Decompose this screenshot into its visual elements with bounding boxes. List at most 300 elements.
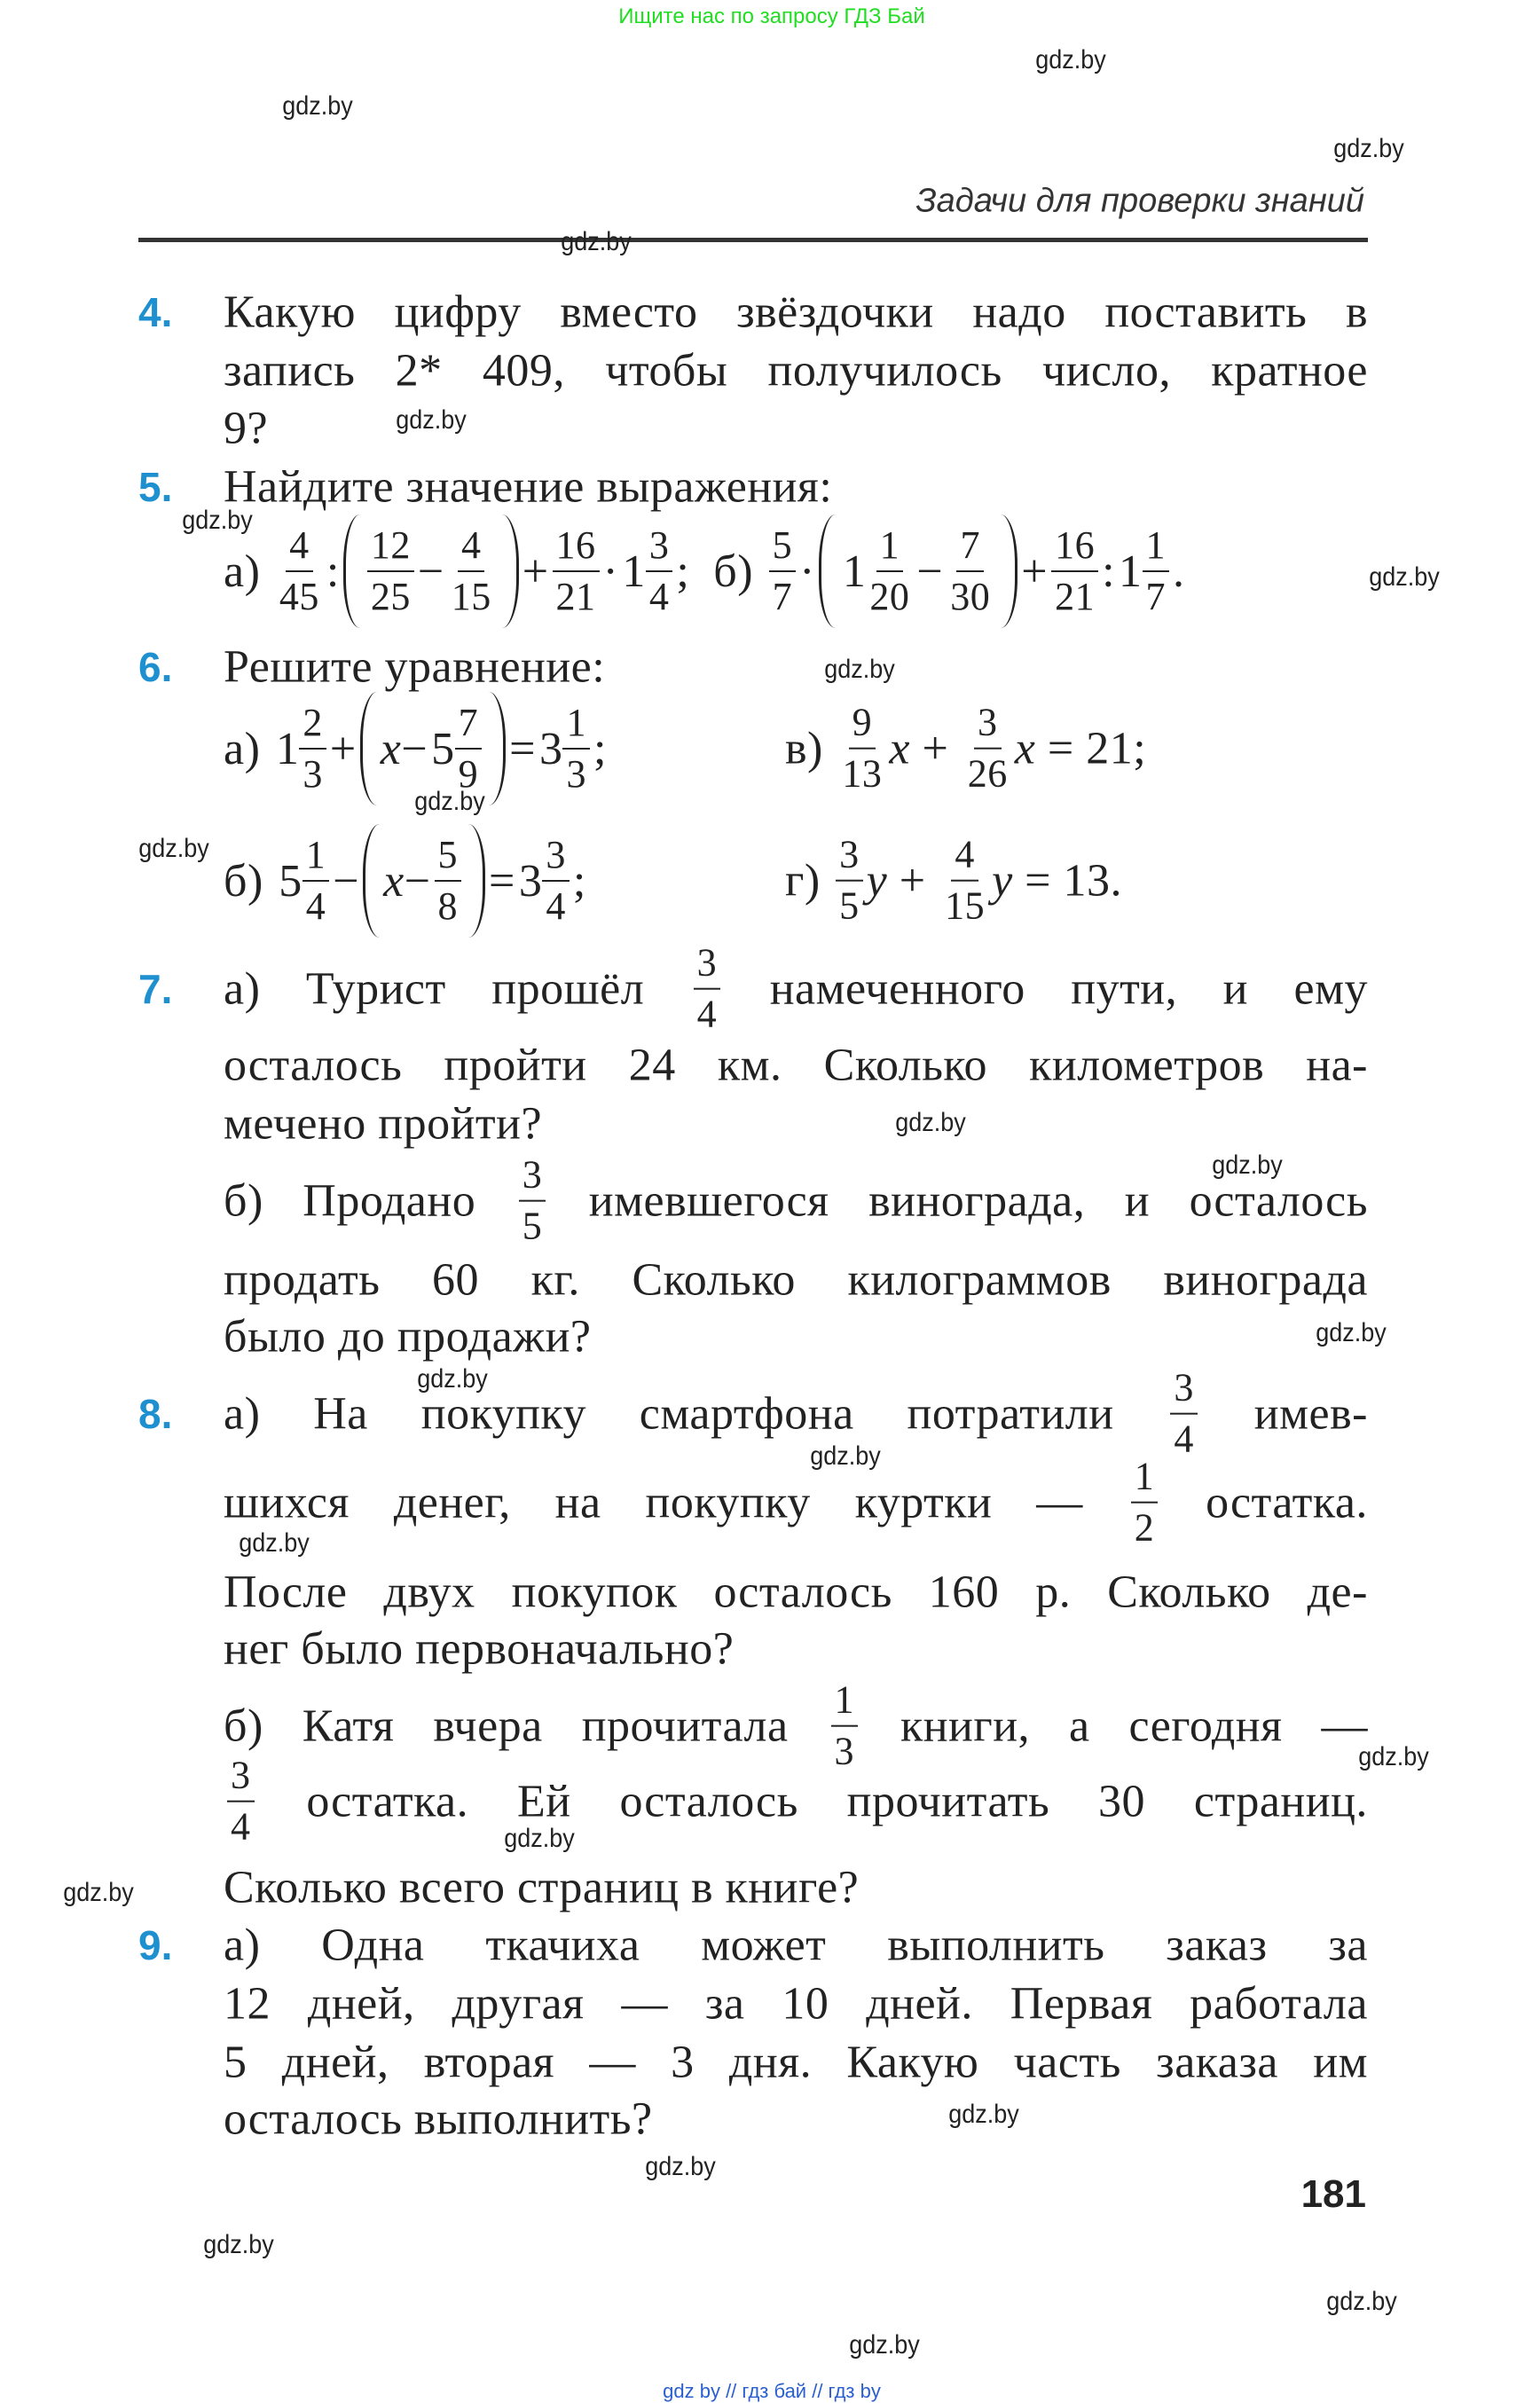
word: а) bbox=[224, 963, 261, 1015]
fraction-numerator: 2 bbox=[299, 698, 326, 750]
fraction bbox=[448, 521, 495, 623]
word: 160 bbox=[928, 1567, 1000, 1618]
fraction-body bbox=[299, 698, 326, 800]
word: другая bbox=[452, 1978, 585, 2030]
word: прочитать bbox=[846, 1776, 1050, 1827]
word: за bbox=[704, 1978, 745, 2030]
fraction-numerator: 3 bbox=[694, 938, 721, 990]
word: звёздочки bbox=[736, 287, 934, 338]
fraction bbox=[1051, 521, 1098, 623]
watermark-text: gdz.by bbox=[203, 2230, 274, 2259]
text: + bbox=[887, 855, 939, 907]
right-paren bbox=[502, 514, 519, 628]
watermark-text: gdz.by bbox=[1326, 2287, 1397, 2316]
fraction bbox=[836, 830, 863, 932]
fraction-body bbox=[1143, 521, 1170, 623]
word: 5 bbox=[224, 2037, 248, 2088]
word: получилось bbox=[767, 345, 1002, 397]
fraction-denominator: 9 bbox=[458, 752, 479, 796]
fraction-body bbox=[276, 521, 323, 623]
fraction-body bbox=[1131, 1452, 1159, 1554]
text: а) bbox=[224, 546, 272, 597]
word: б) bbox=[224, 1175, 263, 1227]
word: прочитала bbox=[581, 1700, 789, 1752]
word: Ей bbox=[517, 1776, 571, 1827]
word: 3 bbox=[671, 2037, 695, 2088]
problem-line bbox=[224, 403, 268, 455]
word: километров bbox=[1029, 1040, 1265, 1091]
word: остатка. bbox=[1206, 1477, 1368, 1528]
word: заказ bbox=[1166, 1920, 1268, 1971]
fraction-denominator: 5 bbox=[522, 1205, 543, 1248]
problem-line bbox=[224, 1098, 542, 1150]
problem-line bbox=[224, 1452, 1368, 1554]
problem-line bbox=[224, 287, 1368, 339]
watermark-text: gdz.by bbox=[182, 506, 253, 535]
word: шихся bbox=[224, 1477, 350, 1528]
text: а) bbox=[224, 723, 272, 774]
watermark-text: gdz.by bbox=[282, 91, 353, 121]
fraction-numerator: 3 bbox=[1170, 1363, 1198, 1415]
word: и bbox=[1222, 963, 1248, 1015]
text: б) bbox=[224, 855, 276, 907]
word: имев- bbox=[1253, 1388, 1368, 1440]
fraction bbox=[843, 521, 914, 623]
problem-number: 5. bbox=[138, 464, 173, 510]
word: пройти bbox=[444, 1040, 587, 1091]
fraction bbox=[947, 521, 994, 623]
left-paren bbox=[360, 692, 377, 805]
text: + bbox=[522, 546, 549, 597]
text: мечено пройти? bbox=[224, 1098, 543, 1150]
right-paren bbox=[468, 824, 485, 938]
word: сегодня bbox=[1128, 1700, 1283, 1752]
right-paren bbox=[1001, 514, 1018, 628]
word: дней, bbox=[307, 1978, 415, 2030]
word: винограда, bbox=[868, 1175, 1086, 1227]
fraction bbox=[276, 521, 323, 623]
fraction-numerator: 3 bbox=[974, 698, 1002, 750]
problem-line bbox=[224, 1920, 1368, 1972]
word: Продано bbox=[302, 1175, 476, 1227]
word: покупку bbox=[420, 1388, 586, 1440]
watermark-text: gdz.by bbox=[63, 1878, 134, 1907]
word: — bbox=[621, 1978, 668, 2030]
problem-line bbox=[224, 824, 586, 938]
word: куртки bbox=[854, 1477, 993, 1528]
fraction-whole: 1 bbox=[275, 723, 300, 774]
watermark-text: gdz.by bbox=[561, 227, 632, 256]
fraction-numerator: 9 bbox=[849, 698, 876, 750]
problem-number: 9. bbox=[138, 1922, 173, 1968]
left-paren bbox=[363, 824, 380, 938]
text: + bbox=[329, 723, 357, 774]
word: вместо bbox=[560, 287, 698, 338]
word: Турист bbox=[305, 963, 446, 1015]
fraction bbox=[539, 698, 590, 800]
word: вчера bbox=[433, 1700, 543, 1752]
fraction bbox=[941, 830, 988, 932]
fraction-whole: 5 bbox=[279, 855, 302, 907]
fraction-denominator: 45 bbox=[279, 575, 319, 618]
text: = bbox=[489, 855, 515, 907]
fraction-denominator: 3 bbox=[834, 1730, 855, 1773]
problem-line bbox=[224, 938, 1368, 1041]
fraction-denominator: 5 bbox=[839, 884, 860, 928]
variable: x bbox=[889, 723, 910, 774]
text: − bbox=[404, 855, 431, 907]
fraction-numerator: 1 bbox=[562, 698, 590, 750]
fraction bbox=[838, 698, 885, 800]
fraction-numerator: 7 bbox=[956, 521, 984, 572]
watermark-text: gdz.by bbox=[396, 405, 467, 435]
text: нег было первоначально? bbox=[224, 1623, 735, 1675]
text: осталось выполнить? bbox=[224, 2093, 653, 2145]
problem-line bbox=[224, 1363, 1368, 1465]
text: = 21; bbox=[1035, 723, 1147, 774]
fraction-body bbox=[227, 1751, 255, 1853]
word: — bbox=[1321, 1700, 1368, 1752]
text: : bbox=[326, 546, 340, 597]
word: р. bbox=[1035, 1567, 1072, 1618]
word: число, bbox=[1041, 345, 1171, 397]
word: дня. bbox=[728, 2037, 813, 2088]
fraction-numerator: 3 bbox=[542, 830, 570, 882]
problem-line bbox=[785, 698, 1146, 800]
fraction-denominator: 13 bbox=[842, 752, 883, 796]
problem-number: 6. bbox=[138, 644, 173, 690]
word: покупку bbox=[645, 1477, 811, 1528]
watermark-text: gdz.by bbox=[895, 1108, 966, 1137]
variable: y bbox=[992, 855, 1013, 907]
fraction-denominator: 15 bbox=[451, 575, 491, 618]
fraction-body bbox=[448, 521, 495, 623]
text: + bbox=[1021, 546, 1049, 597]
header-rule bbox=[138, 238, 1368, 242]
text: − bbox=[417, 546, 444, 597]
word: Какую bbox=[846, 2037, 979, 2088]
word: — bbox=[1036, 1477, 1083, 1528]
fraction-body bbox=[964, 698, 1011, 800]
problem-line bbox=[224, 1978, 1368, 2030]
watermark-text: gdz.by bbox=[948, 2100, 1019, 2129]
fraction-numerator: 3 bbox=[646, 521, 673, 572]
word: на- bbox=[1306, 1040, 1368, 1091]
text: Сколько всего страниц в книге? bbox=[224, 1862, 860, 1913]
left-paren bbox=[819, 514, 836, 628]
problem-line bbox=[224, 641, 605, 694]
problem-line bbox=[224, 514, 1185, 628]
problem-line bbox=[224, 1254, 1368, 1307]
word: пути, bbox=[1071, 963, 1178, 1015]
word: 2* bbox=[395, 345, 443, 397]
problem-line bbox=[224, 461, 832, 514]
fraction-body bbox=[302, 830, 330, 932]
watermark-text: gdz.by bbox=[504, 1824, 575, 1853]
text: г) bbox=[785, 855, 833, 907]
fraction-denominator: 15 bbox=[945, 884, 986, 928]
watermark-text: gdz.by bbox=[414, 787, 485, 816]
word: на bbox=[554, 1477, 601, 1528]
problem-line bbox=[224, 1623, 734, 1676]
fraction-numerator: 16 bbox=[553, 521, 600, 572]
word: и bbox=[1124, 1175, 1151, 1227]
word: км. bbox=[717, 1040, 782, 1091]
word: Какую bbox=[224, 287, 356, 338]
word: прошёл bbox=[491, 963, 645, 1015]
problem-line bbox=[224, 1862, 859, 1914]
text: Решите уравнение: bbox=[224, 641, 606, 693]
word: винограда bbox=[1163, 1254, 1368, 1306]
fraction bbox=[276, 698, 326, 800]
fraction-numerator: 7 bbox=[455, 698, 483, 750]
watermark-text: gdz.by bbox=[1369, 562, 1440, 592]
problem-line bbox=[785, 830, 1122, 932]
word: поставить bbox=[1104, 287, 1308, 338]
fraction bbox=[1170, 1363, 1198, 1465]
watermark-text: gdz.by bbox=[239, 1528, 310, 1558]
fraction-denominator: 21 bbox=[1055, 575, 1096, 618]
fraction-denominator: 30 bbox=[950, 575, 991, 618]
word: а bbox=[1068, 1700, 1090, 1752]
word: осталось bbox=[1189, 1175, 1368, 1227]
word: денег, bbox=[393, 1477, 511, 1528]
watermark-text: gdz.by bbox=[645, 2152, 716, 2181]
text: = bbox=[509, 723, 536, 774]
fraction bbox=[769, 521, 797, 623]
fraction-denominator: 7 bbox=[772, 575, 793, 618]
fraction-numerator: 4 bbox=[951, 830, 978, 882]
fraction bbox=[519, 1150, 546, 1253]
fraction bbox=[1131, 1452, 1159, 1554]
word: 409, bbox=[482, 345, 565, 397]
text: было до продажи? bbox=[224, 1311, 592, 1362]
word: Сколько bbox=[632, 1254, 796, 1306]
watermark-text: gdz.by bbox=[1316, 1318, 1387, 1347]
text: ; bbox=[572, 855, 586, 907]
fraction-numerator: 3 bbox=[519, 1150, 546, 1202]
fraction bbox=[553, 521, 600, 623]
fraction-denominator: 4 bbox=[546, 884, 566, 928]
word: кратное bbox=[1211, 345, 1368, 397]
word: остатка. bbox=[306, 1776, 469, 1827]
word: Сколько bbox=[823, 1040, 988, 1091]
word: де- bbox=[1307, 1567, 1368, 1618]
fraction-whole: 3 bbox=[518, 855, 543, 907]
problem-line bbox=[224, 345, 1368, 397]
problem-line bbox=[224, 2037, 1368, 2089]
text: в) bbox=[785, 723, 836, 774]
problem-number: 8. bbox=[138, 1391, 173, 1437]
fraction-denominator: 8 bbox=[437, 884, 459, 928]
fraction-denominator: 3 bbox=[302, 752, 323, 796]
text: · bbox=[602, 546, 619, 597]
fraction-denominator: 7 bbox=[1145, 575, 1167, 618]
word: а) bbox=[224, 1388, 261, 1440]
word: 10 bbox=[782, 1978, 829, 2030]
text: Найдите значение выражения: bbox=[224, 461, 833, 513]
watermark-text: gdz.by bbox=[417, 1364, 488, 1394]
fraction-denominator: 4 bbox=[648, 575, 670, 618]
fraction-body bbox=[562, 698, 590, 800]
word: а) bbox=[224, 1920, 261, 1971]
word: килограммов bbox=[847, 1254, 1112, 1306]
problem-line bbox=[224, 1311, 592, 1363]
text: − bbox=[401, 723, 428, 774]
fraction-numerator: 16 bbox=[1051, 521, 1098, 572]
fraction bbox=[694, 938, 721, 1041]
word: На bbox=[313, 1388, 368, 1440]
right-paren bbox=[489, 692, 506, 805]
variable: x bbox=[380, 723, 402, 774]
problem-line bbox=[224, 2093, 653, 2146]
text: ; bbox=[593, 723, 607, 774]
fraction-denominator: 2 bbox=[1134, 1506, 1155, 1550]
problem-number: 4. bbox=[138, 289, 173, 335]
fraction-denominator: 3 bbox=[566, 752, 586, 796]
fraction-denominator: 4 bbox=[231, 1805, 251, 1849]
word: за bbox=[1328, 1920, 1368, 1971]
fraction-body bbox=[836, 830, 863, 932]
word: осталось bbox=[224, 1040, 403, 1091]
fraction-numerator: 1 bbox=[876, 521, 904, 572]
fraction bbox=[227, 1751, 255, 1853]
word: ткачиха bbox=[485, 1920, 640, 1971]
fraction-body bbox=[1170, 1363, 1198, 1465]
fraction-whole: 1 bbox=[842, 546, 867, 597]
fraction bbox=[367, 521, 414, 623]
fraction-numerator: 1 bbox=[831, 1676, 859, 1727]
fraction-denominator: 4 bbox=[696, 993, 718, 1036]
fraction-whole: 5 bbox=[431, 723, 455, 774]
text: + bbox=[909, 723, 961, 774]
problem-number: 7. bbox=[138, 966, 173, 1012]
fraction-body bbox=[553, 521, 600, 623]
fraction bbox=[279, 830, 329, 932]
fraction-denominator: 4 bbox=[305, 884, 326, 928]
text: ; б) bbox=[676, 546, 766, 597]
text: − bbox=[333, 855, 360, 907]
word: Сколько bbox=[1107, 1567, 1271, 1618]
word: 12 bbox=[224, 1978, 271, 2030]
fraction-whole: 3 bbox=[538, 723, 563, 774]
word: дней. bbox=[866, 1978, 973, 2030]
fraction-numerator: 5 bbox=[769, 521, 797, 572]
fraction-numerator: 12 bbox=[367, 521, 414, 572]
word: в bbox=[1345, 287, 1368, 338]
problem-line bbox=[224, 1567, 1368, 1619]
section-title: Задачи для проверки знаний bbox=[915, 182, 1364, 220]
fraction-body bbox=[947, 521, 994, 623]
page-number: 181 bbox=[1300, 2172, 1366, 2216]
word: работала bbox=[1190, 1978, 1368, 2030]
word: 24 bbox=[628, 1040, 676, 1091]
word: осталось bbox=[619, 1776, 798, 1827]
word: цифру bbox=[394, 287, 522, 338]
fraction-body bbox=[1051, 521, 1098, 623]
fraction-denominator: 21 bbox=[555, 575, 596, 618]
word: намеченного bbox=[769, 963, 1025, 1015]
watermark-text: gdz.by bbox=[1358, 1742, 1429, 1771]
fraction-body bbox=[435, 830, 462, 932]
fraction-body bbox=[519, 1150, 546, 1253]
word: смартфона bbox=[639, 1388, 854, 1440]
word: покупок bbox=[511, 1567, 678, 1618]
word: продать bbox=[224, 1254, 381, 1306]
fraction bbox=[435, 830, 462, 932]
fraction-body bbox=[542, 830, 570, 932]
variable: x bbox=[1014, 723, 1036, 774]
fraction-denominator: 4 bbox=[1174, 1417, 1194, 1461]
watermark-text: gdz.by bbox=[824, 655, 895, 684]
word: — bbox=[589, 2037, 636, 2088]
text: · bbox=[799, 546, 815, 597]
word: страниц. bbox=[1193, 1776, 1368, 1827]
fraction-body bbox=[866, 521, 913, 623]
word: После bbox=[224, 1567, 348, 1618]
word: надо bbox=[972, 287, 1066, 338]
fraction-whole: 1 bbox=[1119, 546, 1143, 597]
word: двух bbox=[383, 1567, 475, 1618]
word: дней, bbox=[281, 2037, 389, 2088]
variable: x bbox=[383, 855, 405, 907]
word: потратили bbox=[907, 1388, 1114, 1440]
word: чтобы bbox=[605, 345, 728, 397]
word: заказа bbox=[1156, 2037, 1278, 2088]
fraction-whole: 1 bbox=[622, 546, 646, 597]
watermark-text: gdz.by bbox=[810, 1441, 881, 1471]
word: им bbox=[1313, 2037, 1368, 2088]
fraction-denominator: 25 bbox=[370, 575, 411, 618]
fraction-body bbox=[455, 698, 483, 800]
fraction-numerator: 3 bbox=[227, 1751, 255, 1802]
fraction-numerator: 1 bbox=[1143, 521, 1170, 572]
word: осталось bbox=[713, 1567, 892, 1618]
search-banner[interactable]: Ищите нас по запросу ГДЗ Бай bbox=[618, 4, 925, 28]
word: 30 bbox=[1098, 1776, 1146, 1827]
word: может bbox=[701, 1920, 827, 1971]
word: Первая bbox=[1010, 1978, 1153, 2030]
problem-line bbox=[224, 1150, 1368, 1253]
word: имевшегося bbox=[588, 1175, 829, 1227]
fraction-numerator: 1 bbox=[1131, 1452, 1159, 1504]
watermark-text: gdz.by bbox=[1035, 45, 1106, 75]
text: . bbox=[1173, 546, 1185, 597]
fraction-body bbox=[769, 521, 797, 623]
watermark-text: gdz.by bbox=[1212, 1150, 1283, 1180]
fraction-denominator: 20 bbox=[869, 575, 910, 618]
fraction-denominator: 26 bbox=[967, 752, 1008, 796]
variable: y bbox=[866, 855, 888, 907]
fraction bbox=[431, 698, 482, 800]
fraction-numerator: 4 bbox=[458, 521, 485, 572]
word: б) bbox=[224, 1700, 263, 1752]
fraction bbox=[964, 698, 1011, 800]
footer-links[interactable]: gdz by // гдз бай // гдз by bbox=[663, 2380, 881, 2402]
watermark-text: gdz.by bbox=[1333, 134, 1404, 163]
word: часть bbox=[1013, 2037, 1121, 2088]
word: кг. bbox=[530, 1254, 580, 1306]
word: Одна bbox=[321, 1920, 425, 1971]
problem-line bbox=[224, 1040, 1368, 1092]
left-paren bbox=[343, 514, 360, 628]
word: запись bbox=[224, 345, 356, 397]
word: вторая bbox=[423, 2037, 555, 2088]
fraction bbox=[1119, 521, 1169, 623]
text: : bbox=[1102, 546, 1116, 597]
text: 9? bbox=[224, 403, 269, 454]
fraction-numerator: 5 bbox=[435, 830, 462, 882]
